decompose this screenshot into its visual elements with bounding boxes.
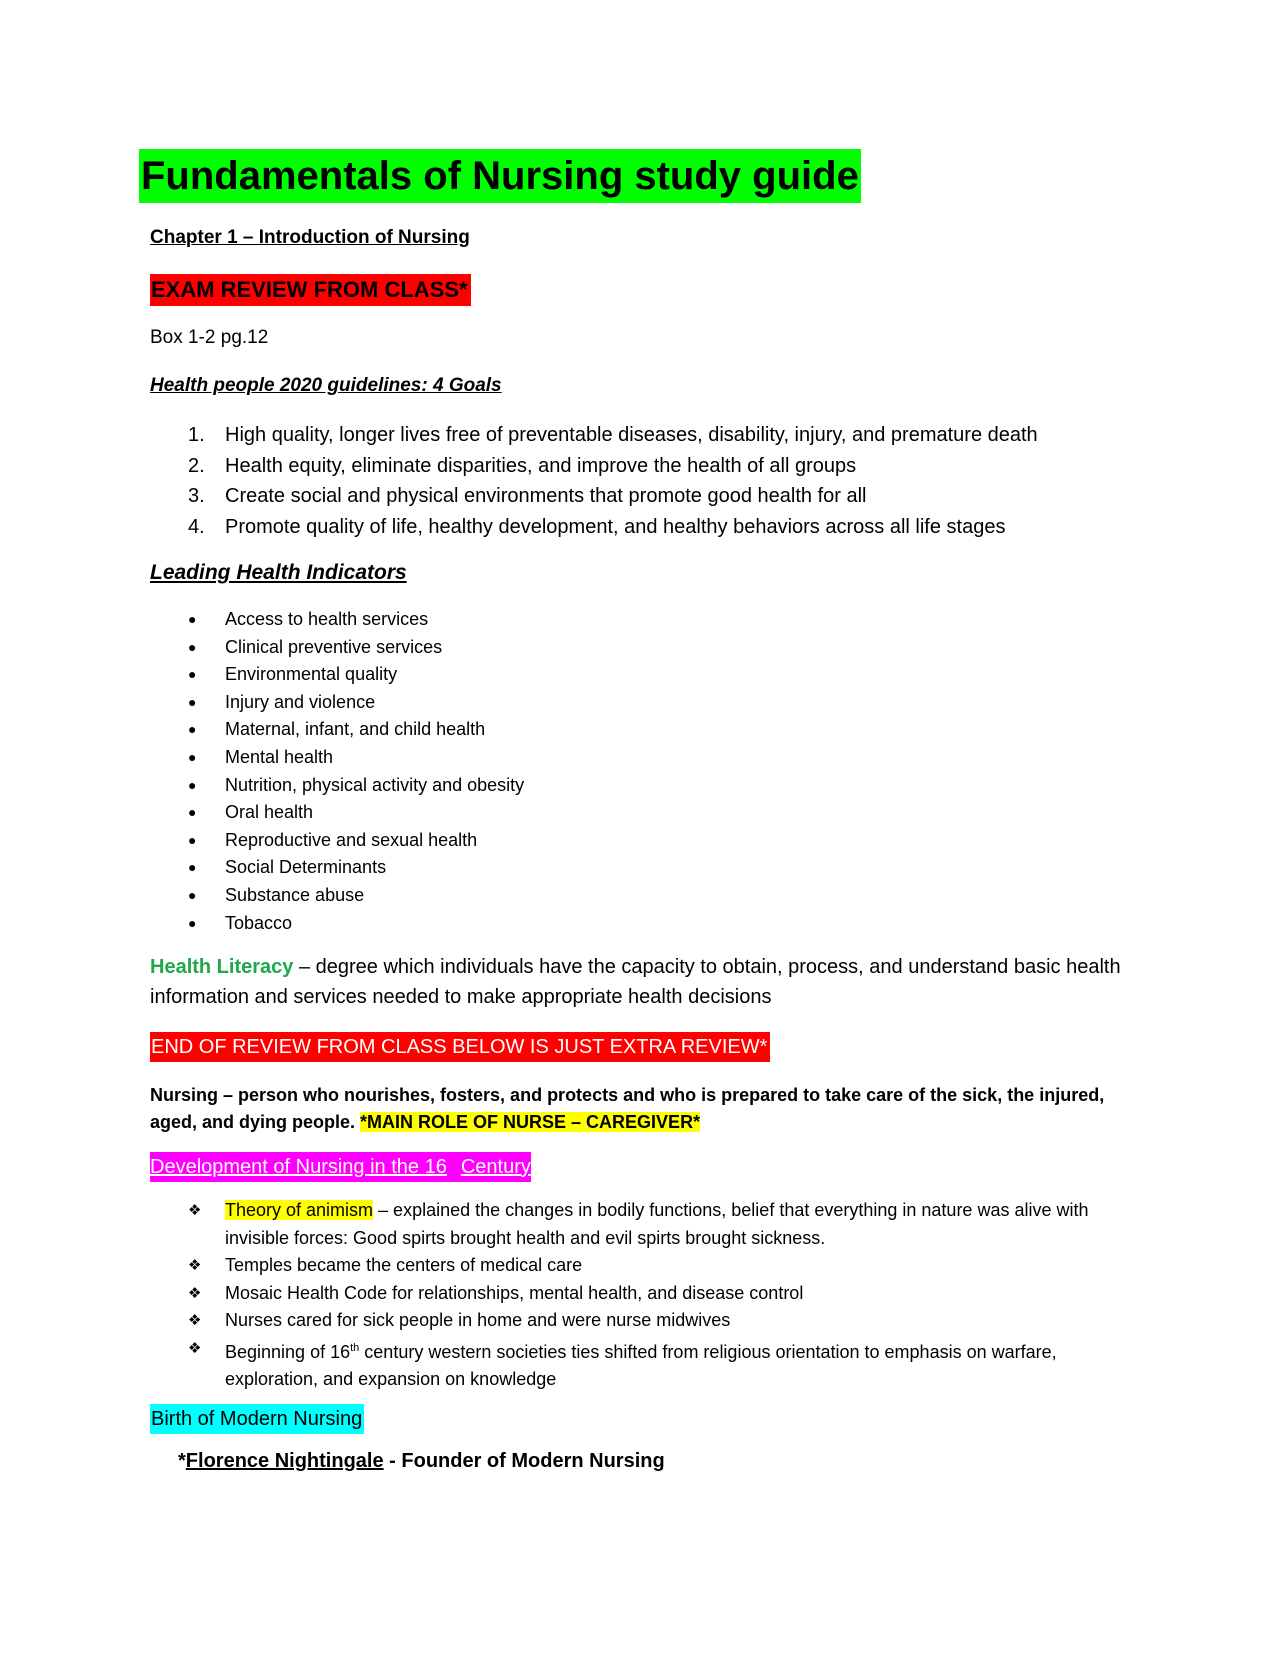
indicator-text: Nutrition, physical activity and obesity bbox=[225, 774, 525, 795]
list-number: 3. bbox=[188, 485, 205, 507]
florence-suffix: - Founder of Modern Nursing bbox=[383, 1450, 665, 1472]
list-number: 1. bbox=[188, 424, 205, 446]
list-number: 2. bbox=[188, 454, 205, 477]
bullet-icon: ● bbox=[188, 859, 197, 876]
development-item-text: Nurses cared for sick people in home and were nurse midwives bbox=[225, 1310, 731, 1330]
superscript-th: th bbox=[350, 1341, 360, 1354]
bullet-icon: ● bbox=[188, 804, 197, 821]
bullet-icon: ● bbox=[188, 611, 197, 627]
bullet-icon: ● bbox=[188, 693, 197, 710]
box-reference: Box 1-2 pg.12 bbox=[150, 327, 269, 348]
development-item-text: Temples became the centers of medical care bbox=[225, 1255, 583, 1275]
goal-text: Promote quality of life, healthy development, and healthy behaviors across all life stages bbox=[225, 515, 1006, 538]
chapter-heading: Chapter 1 – Introduction of Nursing bbox=[150, 227, 470, 248]
florence-line bbox=[178, 1450, 665, 1473]
list-item bbox=[150, 1252, 1130, 1280]
indicator-text: Environmental quality bbox=[225, 664, 398, 685]
list-item bbox=[150, 1197, 1130, 1252]
indicator-text: Access to health services bbox=[225, 609, 429, 629]
indicator-text: Tobacco bbox=[225, 912, 293, 933]
indicator-text: Injury and violence bbox=[225, 691, 376, 712]
development-heading bbox=[150, 1152, 531, 1182]
list-item bbox=[150, 481, 1150, 512]
list-item bbox=[150, 799, 1050, 827]
health-literacy-paragraph bbox=[150, 952, 1140, 1012]
list-item bbox=[150, 420, 1150, 451]
birth-modern-nursing-heading: Birth of Modern Nursing bbox=[150, 1404, 364, 1434]
indicator-text: Social Determinants bbox=[225, 857, 387, 878]
bullet-icon: ● bbox=[188, 638, 197, 655]
indicator-text: Clinical preventive services bbox=[225, 636, 443, 657]
diamond-bullet-icon: ❖ bbox=[188, 1257, 202, 1274]
indicators-list bbox=[150, 606, 1050, 937]
animism-term: Theory of animism bbox=[225, 1200, 374, 1220]
goal-text: High quality, longer lives free of preventable diseases, disability, injury, and premature death bbox=[225, 424, 1038, 446]
end-review-banner: END OF REVIEW FROM CLASS BELOW IS JUST EXTRA REVIEW* bbox=[150, 1032, 770, 1062]
diamond-bullet-icon: ❖ bbox=[188, 1202, 202, 1219]
bullet-icon: ● bbox=[188, 886, 197, 903]
list-item bbox=[150, 854, 1050, 882]
list-item bbox=[150, 772, 1050, 800]
indicator-text: Oral health bbox=[225, 802, 314, 823]
list-item bbox=[150, 661, 1050, 689]
bullet-icon: ● bbox=[188, 914, 197, 931]
list-number: 4. bbox=[188, 515, 205, 538]
list-item bbox=[150, 1280, 1130, 1308]
development-heading-part1: Development of Nursing in the 16 bbox=[150, 1156, 447, 1178]
list-item bbox=[150, 1307, 1130, 1335]
list-item bbox=[150, 1335, 1130, 1394]
indicator-text: Maternal, infant, and child health bbox=[225, 719, 486, 740]
florence-prefix: * bbox=[178, 1450, 186, 1472]
healthy-people-heading: Health people 2020 guidelines: 4 Goals bbox=[150, 375, 502, 396]
list-item bbox=[150, 744, 1050, 772]
diamond-bullet-icon: ❖ bbox=[188, 1284, 202, 1302]
list-item bbox=[150, 634, 1050, 662]
document-title: Fundamentals of Nursing study guide bbox=[139, 149, 861, 203]
indicator-text: Reproductive and sexual health bbox=[225, 829, 478, 850]
list-item bbox=[150, 882, 1050, 910]
goal-text: Health equity, eliminate disparities, and improve the health of all groups bbox=[225, 454, 857, 477]
indicator-text: Substance abuse bbox=[225, 884, 365, 905]
health-literacy-term: Health Literacy bbox=[150, 956, 294, 978]
leading-indicators-heading: Leading Health Indicators bbox=[150, 561, 407, 584]
exam-review-banner: EXAM REVIEW FROM CLASS* bbox=[150, 274, 471, 306]
bullet-icon: ● bbox=[188, 666, 197, 683]
bullet-icon: ● bbox=[188, 831, 197, 848]
list-item bbox=[150, 606, 1050, 634]
list-item bbox=[150, 827, 1050, 855]
diamond-bullet-icon: ❖ bbox=[188, 1339, 202, 1357]
development-heading-part2: Century bbox=[460, 1156, 531, 1178]
list-item bbox=[150, 910, 1050, 938]
nursing-definition-paragraph bbox=[150, 1082, 1140, 1136]
diamond-bullet-icon: ❖ bbox=[188, 1312, 202, 1329]
list-item bbox=[150, 689, 1050, 717]
development-item-text-b: century western societies ties shifted from religious orientation to emphasis on warfare, exploration, and expansion on knowledge bbox=[225, 1341, 1057, 1389]
bullet-icon: ● bbox=[188, 748, 197, 765]
list-item bbox=[150, 716, 1050, 744]
bullet-icon: ● bbox=[188, 721, 197, 738]
goal-text: Create social and physical environments that promote good health for all bbox=[225, 485, 867, 507]
development-item-text-a: Beginning of 16 bbox=[225, 1341, 351, 1362]
florence-name: Florence Nightingale bbox=[185, 1450, 384, 1472]
bullet-icon: ● bbox=[188, 776, 197, 793]
nursing-definition-text: Nursing – person who nourishes, fosters, and protects and who is prepared to take care of the sick, the injured, aged, and dying people. bbox=[150, 1085, 1105, 1132]
development-list bbox=[150, 1197, 1130, 1394]
list-item bbox=[150, 512, 1150, 543]
list-item bbox=[150, 451, 1150, 482]
main-role-highlight: *MAIN ROLE OF NURSE – CAREGIVER* bbox=[360, 1112, 701, 1132]
indicator-text: Mental health bbox=[225, 746, 334, 767]
animism-text: – explained the changes in bodily functions, belief that everything in nature was alive with invisible forces: Good spirts brought health and evil spirts brought sickness. bbox=[225, 1200, 1089, 1248]
development-item-text: Mosaic Health Code for relationships, mental health, and disease control bbox=[225, 1282, 804, 1303]
health-literacy-definition: – degree which individuals have the capacity to obtain, process, and understand basic health information and services needed to make appropriate health decisions bbox=[150, 956, 1121, 1008]
goals-list bbox=[150, 420, 1150, 542]
